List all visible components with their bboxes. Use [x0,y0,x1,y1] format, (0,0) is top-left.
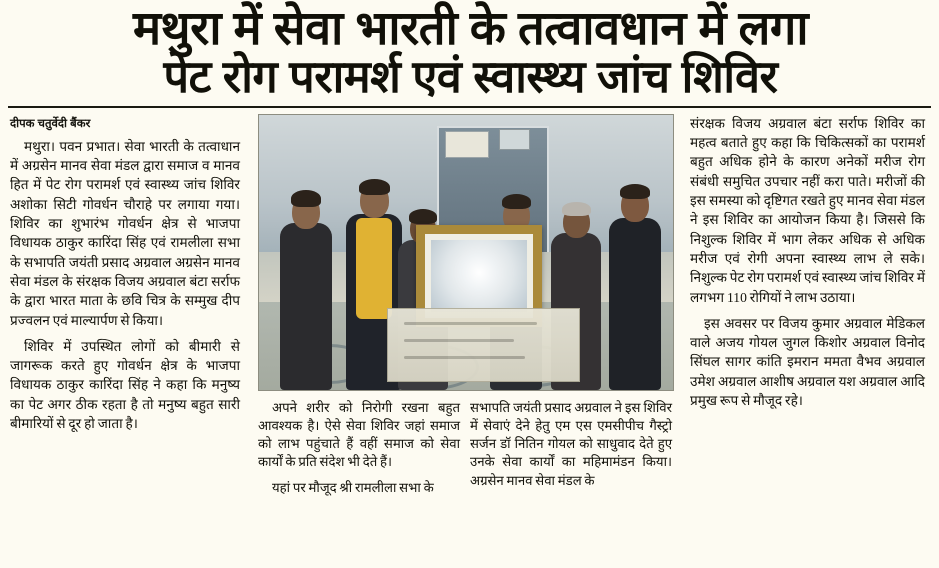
photo-person-3-hair [409,209,437,224]
byline: दीपक चतुर्वेदी बैंकर [10,117,91,130]
photo-banner-text-line-1 [404,322,537,325]
middle-sub-columns [258,399,672,504]
right-paragraph-1: संरक्षक विजय अग्रवाल बंटा सर्राफ शिविर का महत्व बताते हुए कहा कि चिकित्सकों का परामर्श बहुत अधिक होने के कारण अनेकों मरीज रोग संबंधी समुचित उपचार नहीं करा पाते। मरीजों की इस समस्या को दृष्टिगत रखते हुए मानव सेवा मंडल ने इस शिविर का आयोजन किया है। जिससे कि निशुल्क शिविर में भाग लेकर अधिक से अधिक मरीज एवं रोगी अपना स्वास्थ्य लाभ ले सके। निशुल्क पेट रोग परामर्श एवं स्वास्थ्य जांच शिविर में लगभग 110 रोगियों ने लाभ उठाया। [690,115,925,305]
middle-right-paragraph-1: सभापति जयंती प्रसाद अग्रवाल ने इस शिविर में सेवाएं देने हेतु एम एस एमसीपीच गैस्ट्रो सर्जन डॉ नितिन गोयल को साधुवाद देते हुए उनके सेवा कार्यों का महिमामंडन किया। अग्रसेन मानव सेवा मंडल के [470,399,672,488]
photo-person-2-hair [359,179,390,195]
headline-line-1: मथुरा में सेवा भारती के तत्वावधान में लगा [132,1,809,54]
photo-person-1 [276,175,336,390]
headline [0,0,939,104]
photo-person-1-hair [291,190,321,207]
photo-person-6-hair [620,184,650,199]
column-left [10,114,250,534]
photo-person-4-hair [502,194,531,209]
column-middle [250,114,680,534]
middle-left-paragraph-1: अपने शरीर को निरोगी रखना बहुत आवश्यक है। ऐसे सेवा शिविर जहां समाज को लाभ पहुंचाते हैं वहीं समाज को सेवा कार्यों के प्रति संदेश भी देते हैं। [258,399,460,470]
photo-banner-text-line-3 [404,356,526,359]
photo-banner-text-line-2 [404,339,514,342]
photo-person-6 [607,175,665,390]
middle-left-paragraph-2: यहां पर मौजूद श्री रामलीला सभा के [272,479,434,495]
left-paragraph-1: मथुरा। पवन प्रभात। सेवा भारती के तत्वाधान में अग्रसेन मानव सेवा मंडल द्वारा समाज व मानव हित में पेट रोग परामर्श एवं स्वास्थ्य जांच शिविर अशोका सिटी गोवर्धन चौराहे पर लगाया गया। शिविर का शुभारंभ गोवर्धन क्षेत्र से भाजपा विधायक ठाकुर कारिंदा सिंह एवं रामलीला सभा के सभापति जयंती प्रसाद अग्रवाल अग्रसेन मानव सेवा मंडल के संरक्षक विजय अग्रवाल बंटा सर्राफ के द्वारा भारत माता के छवि चित्र के सम्मुख दीप प्रज्वलन एवं माल्यार्पण से किया। [10,138,240,328]
article-body [0,114,939,534]
photo-person-1-torso [280,223,332,390]
headline-line-2: पेट रोग परामर्श एवं स्वास्थ्य जांच शिविर [163,50,778,102]
photo-person-2-scarf [356,218,392,319]
photo-event-banner [387,308,579,382]
photo-person-5-hair [562,202,591,216]
photo-person-6-torso [609,218,661,390]
article-photo [258,114,674,391]
middle-sub-column-right [470,399,672,504]
column-right [680,114,925,534]
photo-image [259,115,673,390]
left-paragraph-2: शिविर में उपस्थित लोगों को बीमारी से जागरूक करते हुए गोवर्धन क्षेत्र के भाजपा विधायक ठाकुर कारिंदा सिंह ने कहा कि मनुष्य का पेट अगर ठीक रहता है तो मनुष्य बहुत सारी बीमारियों से दूर हो जाता है। [10,338,240,431]
photo-background-sign [445,131,488,158]
photo-framed-portrait-inner [431,240,527,312]
photo-background-sign-2 [499,129,530,150]
right-paragraph-2: इस अवसर पर विजय कुमार अग्रवाल मेडिकल वाले अजय गोयल जुगल किशोर अग्रवाल विनोद सिंघल सागर कांति इमरान ममता वैभव अग्रवाल उमेश अग्रवाल आशीष अग्रवाल यश अग्रवाल आदि प्रमुख रूप से मौजूद रहे। [690,315,925,408]
middle-sub-column-left [258,399,460,504]
headline-divider [8,106,931,108]
